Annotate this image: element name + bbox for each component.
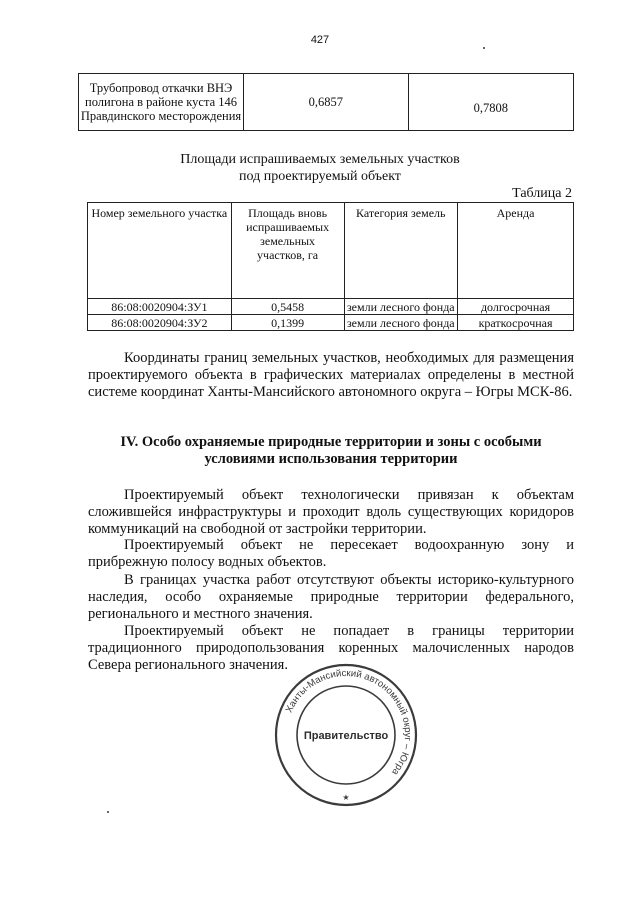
scan-speck [483,47,485,49]
column-header-area: Площадь вновь испрашиваемых земельных участков, га [231,203,344,299]
land-parcels-table [87,202,574,331]
coordinates-paragraph: Координаты границ земельных участков, необходимых для размещения проектируемого объекта в графических материалах определены в местной системе координат Ханты-Мансийского автономного округа – Югры МСК-86. [88,350,574,400]
water-zone-paragraph: Проектируемый объект не пересекает водоохранную зону и прибрежную полосу водных объектов. [88,537,574,570]
heritage-paragraph: В границах участка работ отсутствуют объекты историко-культурного наследия, особо охраняемые природные территории федерального, регионального и местного значения. [88,572,574,622]
table2-title-line2: под проектируемый объект [239,169,401,184]
table-header-row [88,203,574,299]
table-row [88,299,574,315]
lease-cell: долгосрочная [458,299,574,315]
value-cell: 0,6857 [244,74,408,131]
section-heading-line1: IV. Особо охраняемые природные территории и зоны с особыми [120,434,542,450]
category-cell: земли лесного фонда [344,299,458,315]
parcel-number-cell: 86:08:0020904:ЗУ2 [88,315,232,331]
section-heading [88,434,574,468]
area-cell: 0,5458 [231,299,344,315]
pipeline-area-table [78,73,574,131]
table2-title-line1: Площади испрашиваемых земельных участков [180,152,460,167]
official-seal [273,662,419,808]
category-cell: земли лесного фонда [344,315,458,331]
value-cell: 0,7808 [408,74,574,131]
scan-speck [107,811,109,813]
table-row [88,315,574,331]
traditional-use-paragraph: Проектируемый объект не попадает в границы территории традиционного природопользования коренных малочисленных народов Севера регионального значения. [88,623,574,673]
object-name-cell: Трубопровод откачки ВНЭ полигона в районе куста 146 Правдинского месторождения [79,74,244,131]
page-number: 427 [310,34,330,46]
lease-cell: краткосрочная [458,315,574,331]
table2-label: Таблица 2 [512,186,572,201]
area-cell: 0,1399 [231,315,344,331]
infrastructure-paragraph: Проектируемый объект технологически привязан к объектам сложившейся инфраструктуры и проходит вдоль существующих коридоров коммуникаций на свободной от застройки территории. [88,487,574,537]
table-row [79,74,574,131]
seal-graphic [273,662,419,808]
column-header-category: Категория земель [344,203,458,299]
seal-center-text: Правительство [303,730,389,742]
seal-ring-text: Ханты-Мансийский автономный округ – Югра [283,667,414,778]
parcel-number-cell: 86:08:0020904:ЗУ1 [88,299,232,315]
column-header-lease: Аренда [458,203,574,299]
column-header-parcel: Номер земельного участка [88,203,232,299]
star-icon: ★ [342,793,350,802]
section-heading-line2: условиями использования территории [204,451,458,467]
